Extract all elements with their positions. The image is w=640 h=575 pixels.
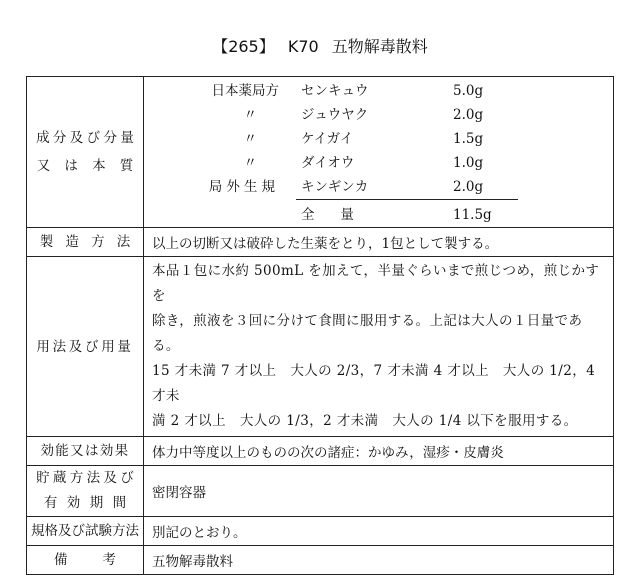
usage-label: 用法及び用量 xyxy=(27,257,144,437)
total-row: 全 量 11.5g xyxy=(301,207,492,223)
spec-text: 別記のとおり。 xyxy=(144,517,614,546)
total-rule xyxy=(296,199,518,200)
ingredient-row: 局外生規 キンギンカ 2.0g xyxy=(208,179,484,195)
k-code: K70 xyxy=(287,37,319,56)
efficacy-row xyxy=(27,437,614,466)
manufacture-label: 製造方法 xyxy=(27,228,144,257)
remarks-text: 五物解毒散料 xyxy=(144,546,614,575)
remarks-row xyxy=(27,546,614,575)
storage-label: 貯蔵方法及び 有効期間 xyxy=(27,466,144,517)
ingredient-row: 〃 ケイガイ 1.5g xyxy=(243,131,484,147)
formula-name: 五物解毒散料 xyxy=(331,37,428,56)
usage-row xyxy=(27,257,614,437)
ingredients-label: 成分及び分量 又は本質 xyxy=(27,77,144,228)
ingredients-list xyxy=(144,77,614,228)
spec-row xyxy=(27,517,614,546)
efficacy-text: 体力中等度以上のものの次の諸症：かゆみ，湿疹・皮膚炎 xyxy=(144,437,614,466)
usage-text: 本品１包に水約 500mL を加えて，半量ぐらいまで煎じつめ，煎じかすを 除き，煎液を３回に分けて食間に服用する。上記は大人の１日量である。 15 才未満 7 才以上 大人の 2/3，7 才未満 4 才以上 大人の 1/2，4 才未 満 2 才以上 大人の 1/3，2 才未満 大人の 1/4 以下を服用する。 xyxy=(144,257,614,437)
ingredient-row: 日本薬局方 センキュウ 5.0g xyxy=(211,83,484,99)
remarks-label: 備考 xyxy=(27,546,144,575)
efficacy-label: 効能又は効果 xyxy=(27,437,144,466)
formula-table xyxy=(26,76,614,575)
page-title xyxy=(0,34,640,57)
ingredients-row xyxy=(27,77,614,228)
storage-text: 密閉容器 xyxy=(144,466,614,517)
manufacture-row xyxy=(27,228,614,257)
ingredient-row: 〃 ジュウヤク 2.0g xyxy=(243,107,484,123)
formula-number: 【265】 xyxy=(212,37,275,56)
manufacture-text: 以上の切断又は破砕した生薬をとり，1包として製する。 xyxy=(144,228,614,257)
ingredient-row: 〃 ダイオウ 1.0g xyxy=(243,155,484,171)
spec-label: 規格及び試験方法 xyxy=(27,517,144,546)
storage-row xyxy=(27,466,614,517)
